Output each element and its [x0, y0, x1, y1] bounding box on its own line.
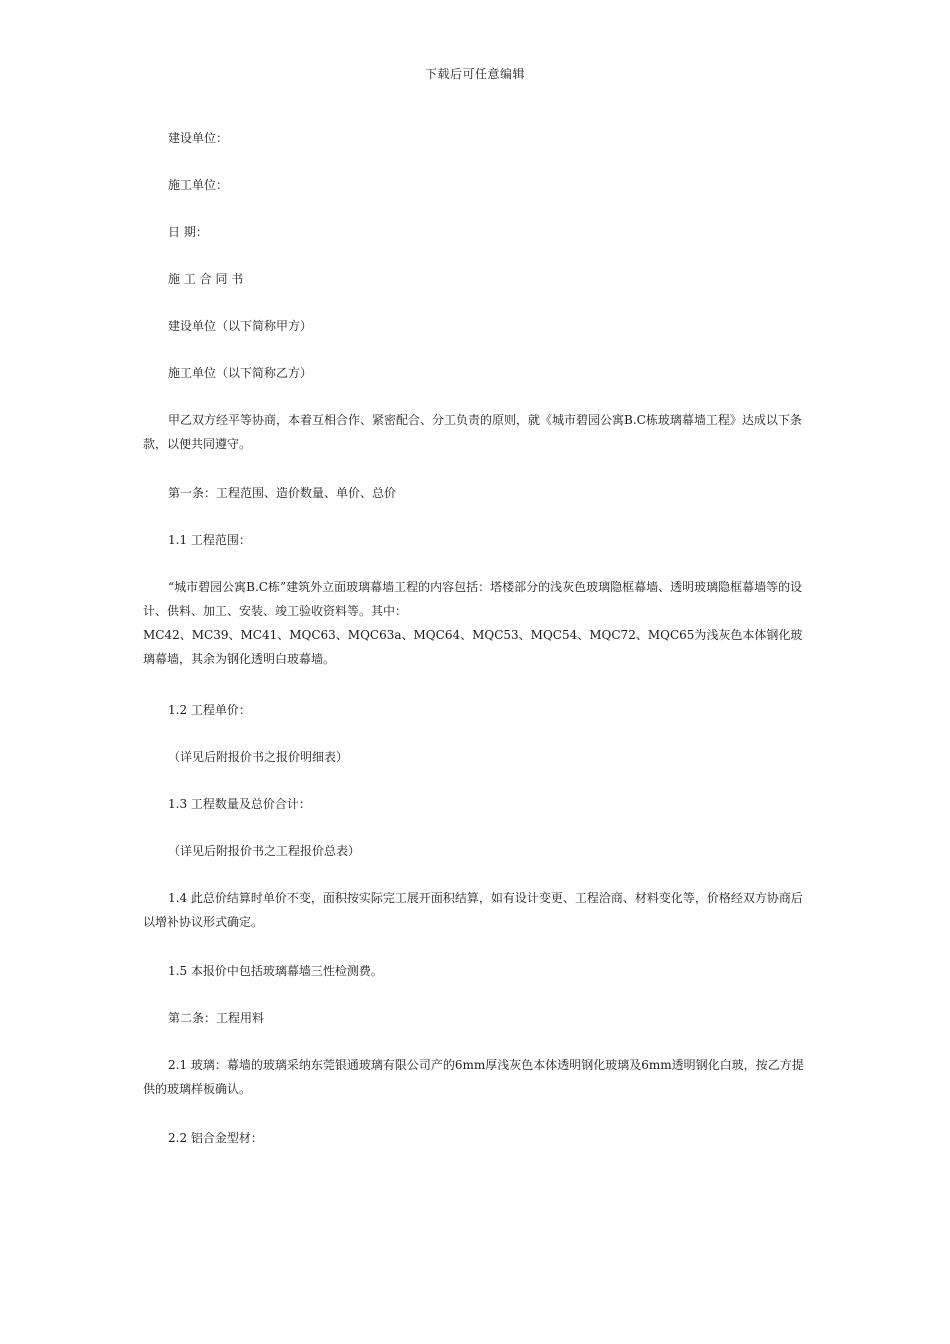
- paragraph-text: MC42、MC39、MC41、MQC63、MQC63a、MQC64、MQC53、MQC54、MQC72、MQC65为浅灰色本体钢化玻璃幕墙，其余为钢化透明白玻幕墙。: [143, 628, 803, 666]
- paragraph-text: （详见后附报价书之工程报价总表）: [168, 844, 361, 858]
- party-b-label: [143, 361, 807, 385]
- paragraph-text: 1.3 工程数量及总价合计：: [168, 797, 311, 811]
- clause-1-5-paragraph: [143, 959, 807, 983]
- page-header: 下载后可任意编辑: [424, 67, 525, 81]
- article-2-heading: [143, 1006, 807, 1030]
- unit-price-note: [143, 745, 807, 769]
- paragraph-text: 施工单位（以下简称乙方）: [168, 366, 313, 380]
- clause-1-1-heading: [143, 528, 807, 552]
- article-1-heading: [143, 481, 807, 505]
- construction-unit-label: [143, 126, 807, 150]
- total-price-note: [143, 839, 807, 863]
- paragraph-text: 2.2 铝合金型材：: [168, 1131, 263, 1145]
- paragraph-text: （详见后附报价书之报价明细表）: [168, 750, 349, 764]
- clause-1-4-paragraph: [143, 886, 807, 934]
- paragraph-text: 1.4 此总价结算时单价不变，面积按实际完工展开面积结算，如有设计变更、工程洽商、材料变化等，价格经双方协商后以增补协议形式确定。: [143, 891, 803, 929]
- paragraph-text: 施工单位：: [168, 178, 229, 192]
- preamble-paragraph: [143, 408, 807, 456]
- paragraph-text: 第一条：工程范围、造价数量、单价、总价: [168, 486, 397, 500]
- paragraph-text: 建设单位（以下简称甲方）: [168, 319, 313, 333]
- paragraph-text: “城市碧园公寓B.C栋”建筑外立面玻璃幕墙工程的内容包括：塔楼部分的浅灰色玻璃隐框幕墙、透明玻璃隐框幕墙等的设计、供料、加工、安装、竣工验收资料等。其中：: [143, 580, 803, 618]
- clause-1-2-heading: [143, 698, 807, 722]
- date-label: [143, 220, 807, 244]
- clause-2-2-heading: [143, 1126, 807, 1150]
- party-a-label: [143, 314, 807, 338]
- paragraph-text: 日 期：: [168, 225, 208, 239]
- clause-1-3-heading: [143, 792, 807, 816]
- paragraph-text: 甲乙双方经平等协商，本着互相合作、紧密配合、分工负责的原则，就《城市碧园公寓B.C栋玻璃幕墙工程》达成以下条款，以便共同遵守。: [143, 413, 802, 451]
- scope-paragraph: [143, 575, 807, 671]
- paragraph-text: 第二条：工程用料: [168, 1011, 265, 1025]
- paragraph-text: 施 工 合 同 书: [168, 272, 244, 286]
- paragraph-text: 1.1 工程范围：: [168, 533, 251, 547]
- paragraph-text: 建设单位：: [168, 131, 229, 145]
- paragraph-text: 2.1 玻璃：幕墙的玻璃采纳东莞银通玻璃有限公司产的6mm厚浅灰色本体透明钢化玻璃及6mm透明钢化白玻，按乙方提供的玻璃样板确认。: [143, 1058, 804, 1096]
- paragraph-text: 1.2 工程单价：: [168, 703, 251, 717]
- contractor-unit-label: [143, 173, 807, 197]
- contract-title: [143, 267, 807, 291]
- clause-2-1-paragraph: [143, 1053, 807, 1101]
- paragraph-text: 1.5 本报价中包括玻璃幕墙三性检测费。: [168, 964, 383, 978]
